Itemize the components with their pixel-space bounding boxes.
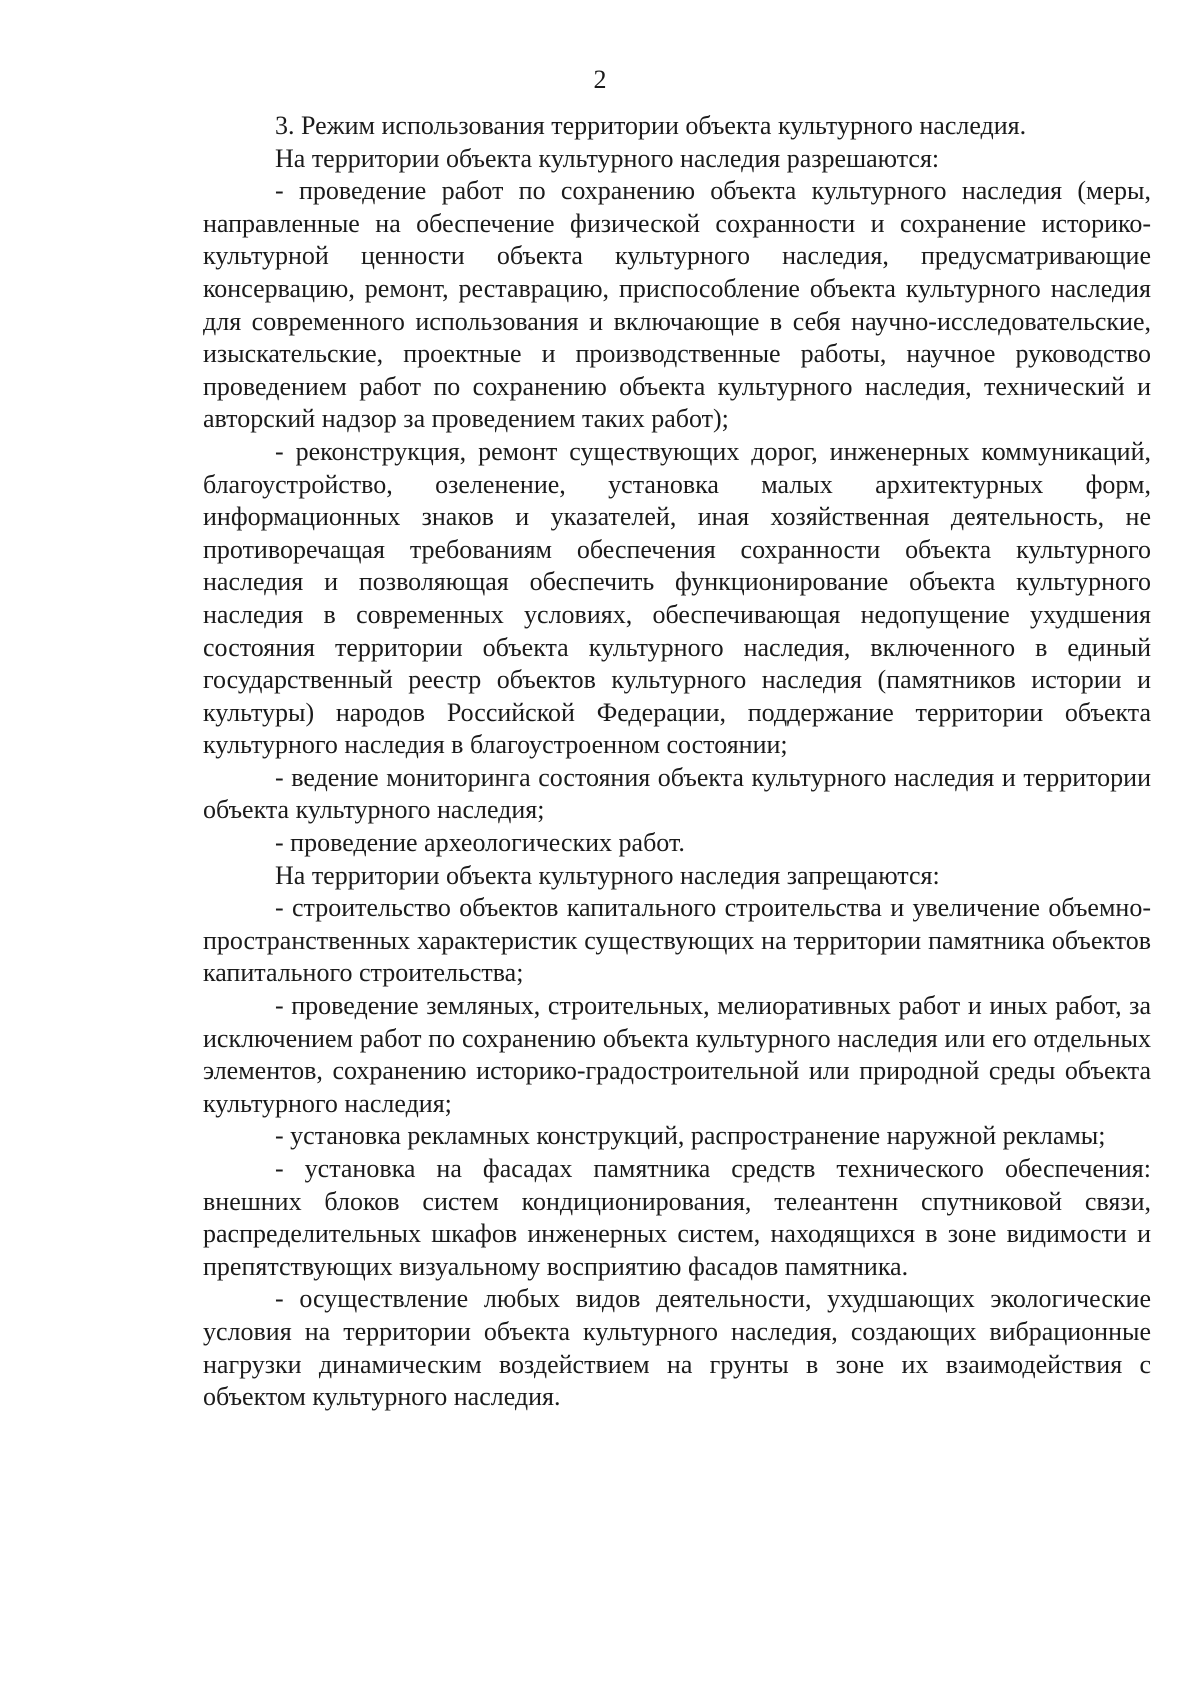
prohibited-item-earthworks: - проведение земляных, строительных, мелиоративных работ и иных работ, за исключением работ по сохранению объекта культурного наследия или его отдельных элементов, сохранению историко-градостроительной или природной среды объекта культурного наследия;	[203, 991, 1151, 1118]
permitted-item-archaeology: - проведение археологических работ.	[275, 828, 685, 858]
prohibited-item-ecology: - осуществление любых видов деятельности, ухудшающих экологические условия на территории объекта культурного наследия, создающих вибрационные нагрузки динамическим воздействием на грунты в зоне их взаимодействия с объектом культурного наследия.	[203, 1284, 1151, 1412]
prohibited-intro: На территории объекта культурного наследия запрещаются:	[275, 860, 940, 890]
prohibited-item-construction: - строительство объектов капитального строительства и увеличение объемно-пространственных характеристик существующих на территории памятника объектов капитального строительства;	[203, 893, 1151, 988]
document-body	[203, 110, 1151, 1414]
permitted-item-monitoring: - ведение мониторинга состояния объекта культурного наследия и территории объекта культурного наследия;	[203, 762, 1151, 825]
prohibited-item-advertising: - установка рекламных конструкций, распространение наружной рекламы;	[275, 1121, 1106, 1151]
permitted-item-reconstruction: - реконструкция, ремонт существующих дорог, инженерных коммуникаций, благоустройство, озеленение, установка малых архитектурных форм, информационных знаков и указателей, иная хозяйственная деятельность, не противоречащая требованиям обеспечения сохранности объекта культурного наследия и позволяющая обеспечить функционирование объекта культурного наследия в современных условиях, обеспечивающая недопущение ухудшения состояния территории объекта культурного наследия, включенного в единый государственный реестр объектов культурного наследия (памятников истории и культуры) народов Российской Федерации, поддержание территории объекта культурного наследия в благоустроенном состоянии;	[203, 436, 1151, 760]
section-heading: 3. Режим использования территории объекта культурного наследия.	[275, 111, 1027, 140]
permitted-intro: На территории объекта культурного наследия разрешаются:	[275, 143, 940, 173]
prohibited-item-facade-equipment: - установка на фасадах памятника средств технического обеспечения: внешних блоков систем кондиционирования, телеантенн спутниковой связи, распределительных шкафов инженерных систем, находящихся в зоне видимости и препятствующих визуальному восприятию фасадов памятника.	[203, 1154, 1151, 1281]
permitted-item-preservation: - проведение работ по сохранению объекта культурного наследия (меры, направленные на обеспечение физической сохранности и сохранение историко-культурной ценности объекта культурного наследия, предусматривающие консервацию, ремонт, реставрацию, приспособление объекта культурного наследия для современного использования и включающие в себя научно-исследовательские, изыскательские, проектные и производственные работы, научное руководство проведением работ по сохранению объекта культурного наследия, технический и авторский надзор за проведением таких работ);	[203, 176, 1151, 434]
page-number: 2	[593, 65, 607, 94]
